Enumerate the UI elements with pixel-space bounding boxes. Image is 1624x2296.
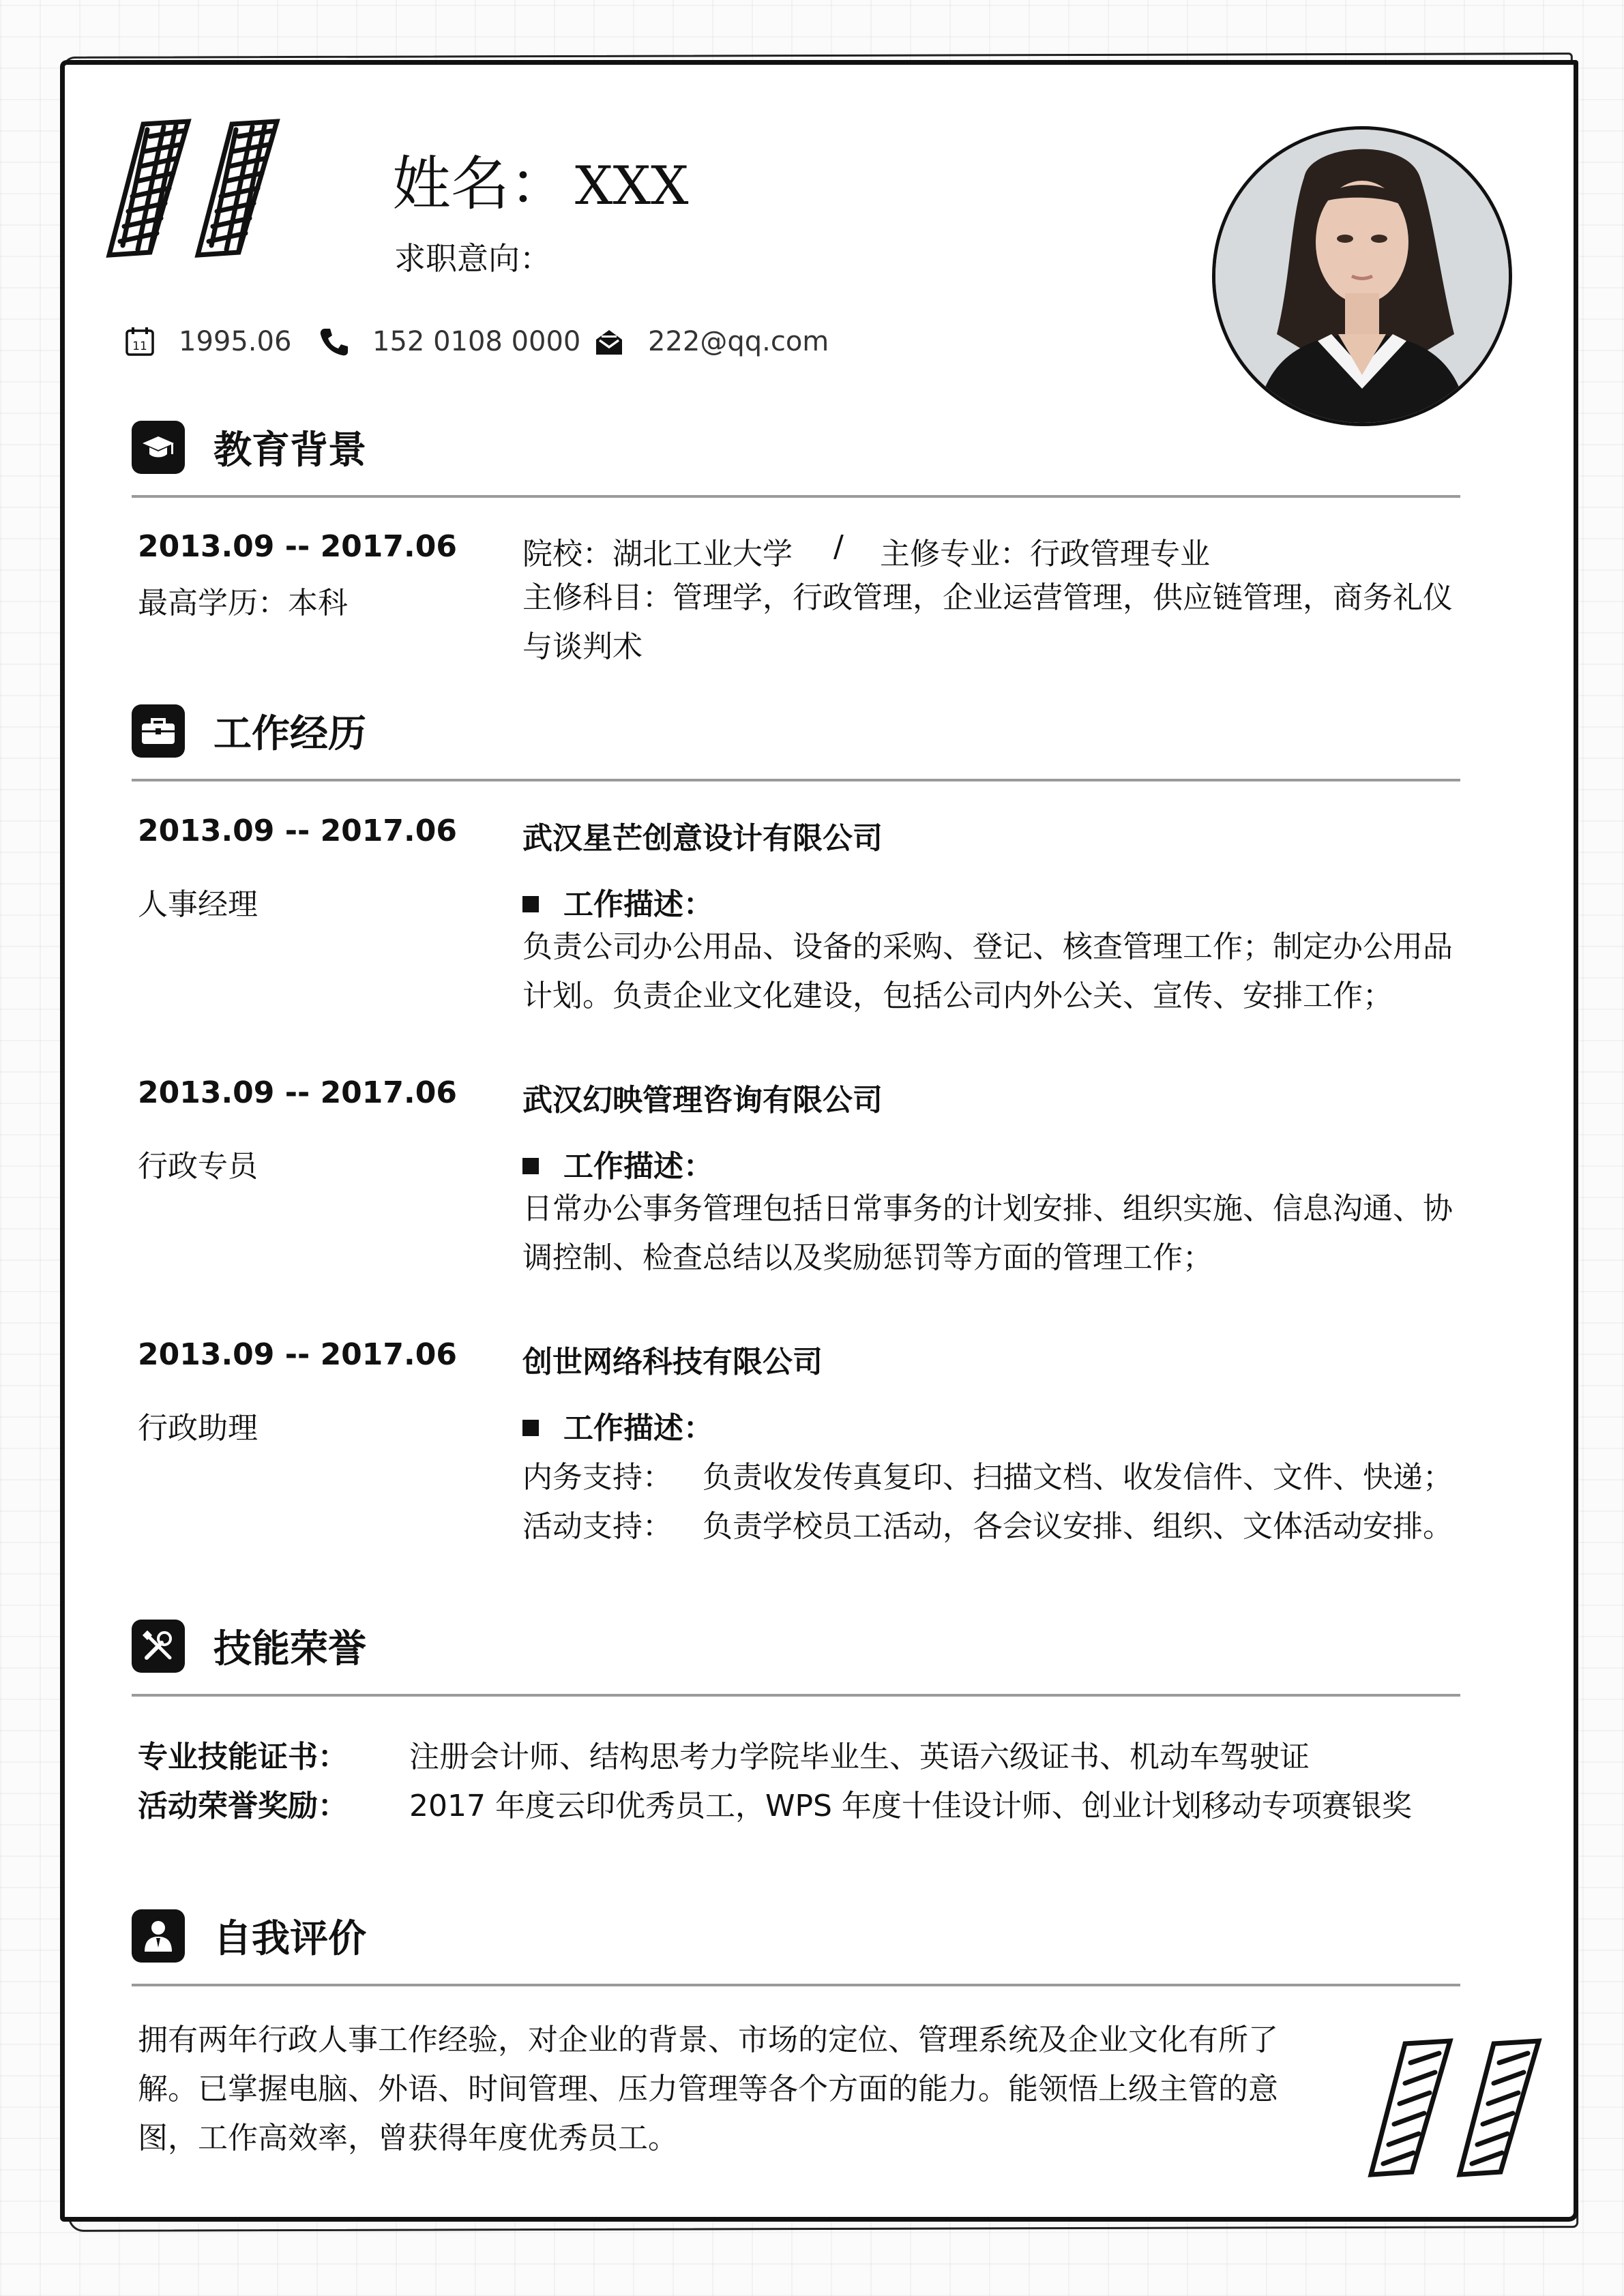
job-role: 行政助理 — [138, 1411, 258, 1446]
contact-phone — [318, 326, 580, 357]
name-heading — [392, 136, 689, 221]
contact-birth — [124, 326, 291, 357]
divider — [132, 1984, 1460, 1986]
contact-birth-text: 1995.06 — [179, 326, 292, 357]
person-icon — [132, 1909, 185, 1963]
avatar-photo — [1212, 126, 1512, 426]
scribble-quote-decoration — [102, 116, 300, 266]
self-eval-text: 拥有两年行政人事工作经验，对企业的背景、市场的定位、管理系统及企业文化有所了解。已掌握电脑、外语、时间管理、压力管理等各个方面的能力。能领悟上级主管的意图，工作高效率，曾获得年度优秀员工。 — [138, 2023, 1278, 2156]
contact-email — [593, 326, 829, 357]
job-item-label: 内务支持： — [522, 1460, 673, 1495]
job-desc-label: 工作描述： — [522, 1403, 713, 1447]
contact-email-text: 222@qq.com — [648, 326, 829, 357]
skills-label: 专业技能证书： — [138, 1740, 348, 1774]
job-desc-label: 工作描述： — [522, 880, 713, 923]
self-eval-title: 自我评价 — [213, 1917, 366, 1961]
scribble-quote-decoration-bottom — [1364, 2036, 1562, 2186]
job-item-text: 负责收发传真复印、扫描文档、收发信件、文件、快递； — [703, 1460, 1453, 1495]
honors-label: 活动荣誉奖励： — [138, 1789, 348, 1823]
education-major: 主修专业：行政管理专业 — [880, 537, 1210, 571]
work-title: 工作经历 — [213, 712, 366, 756]
briefcase-icon — [132, 704, 185, 758]
skills-text: 注册会计师、结构思考力学院毕业生、英语六级证书、机动车驾驶证 — [409, 1740, 1310, 1774]
education-courses: 主修科目：管理学，行政管理，企业运营管理，供应链管理，商务礼仪与谈判术 — [522, 580, 1453, 664]
bullet-square-icon — [522, 1420, 539, 1436]
portrait-image — [1215, 130, 1509, 423]
calendar-icon — [124, 326, 156, 357]
job-intent: 求职意向： — [394, 240, 551, 277]
mail-icon — [593, 326, 625, 357]
job-company: 武汉星芒创意设计有限公司 — [522, 821, 883, 856]
job-period: 2013.09 -- 2017.06 — [138, 1337, 457, 1372]
education-section-title — [132, 420, 366, 475]
job-role: 行政专员 — [138, 1149, 258, 1184]
svg-text:11: 11 — [132, 340, 147, 353]
bullet-square-icon — [522, 896, 539, 912]
divider — [132, 1694, 1460, 1697]
name-label: 姓名： — [392, 150, 568, 218]
skills-section-title — [132, 1619, 366, 1673]
job-period: 2013.09 -- 2017.06 — [138, 1075, 457, 1110]
education-period: 2013.09 -- 2017.06 — [138, 529, 457, 564]
job-company: 创世网络科技有限公司 — [522, 1345, 823, 1380]
self-eval-section-title — [132, 1909, 366, 1963]
divider — [132, 779, 1460, 781]
tools-icon — [132, 1620, 185, 1673]
honors-text: 2017 年度云印优秀员工，WPS 年度十佳设计师、创业计划移动专项赛银奖 — [409, 1789, 1412, 1823]
education-title: 教育背景 — [213, 428, 366, 473]
job-role: 人事经理 — [138, 887, 258, 922]
skills-title: 技能荣誉 — [213, 1627, 366, 1671]
job-description: 日常办公事务管理包括日常事务的计划安排、组织实施、信息沟通、协调控制、检查总结以及奖励惩罚等方面的管理工作； — [522, 1191, 1453, 1275]
job-period: 2013.09 -- 2017.06 — [138, 814, 457, 848]
phone-icon — [318, 326, 349, 357]
divider — [132, 495, 1460, 498]
graduation-cap-icon — [132, 421, 185, 474]
contact-phone-text: 152 0108 0000 — [372, 326, 581, 357]
name-value: XXX — [575, 155, 689, 217]
job-item-label: 活动支持： — [522, 1509, 673, 1544]
education-separator: / — [833, 529, 844, 564]
bullet-square-icon — [522, 1158, 539, 1174]
job-desc-label: 工作描述： — [522, 1142, 713, 1185]
work-section-title — [132, 704, 366, 758]
education-degree: 最高学历：本科 — [138, 586, 348, 621]
education-school: 院校：湖北工业大学 — [522, 537, 793, 571]
job-company: 武汉幻映管理咨询有限公司 — [522, 1083, 883, 1118]
job-description: 负责公司办公用品、设备的采购、登记、核查管理工作；制定办公用品计划。负责企业文化建设，包括公司内外公关、宣传、安排工作； — [522, 929, 1453, 1013]
job-item-text: 负责学校员工活动，各会议安排、组织、文体活动安排。 — [703, 1509, 1453, 1544]
